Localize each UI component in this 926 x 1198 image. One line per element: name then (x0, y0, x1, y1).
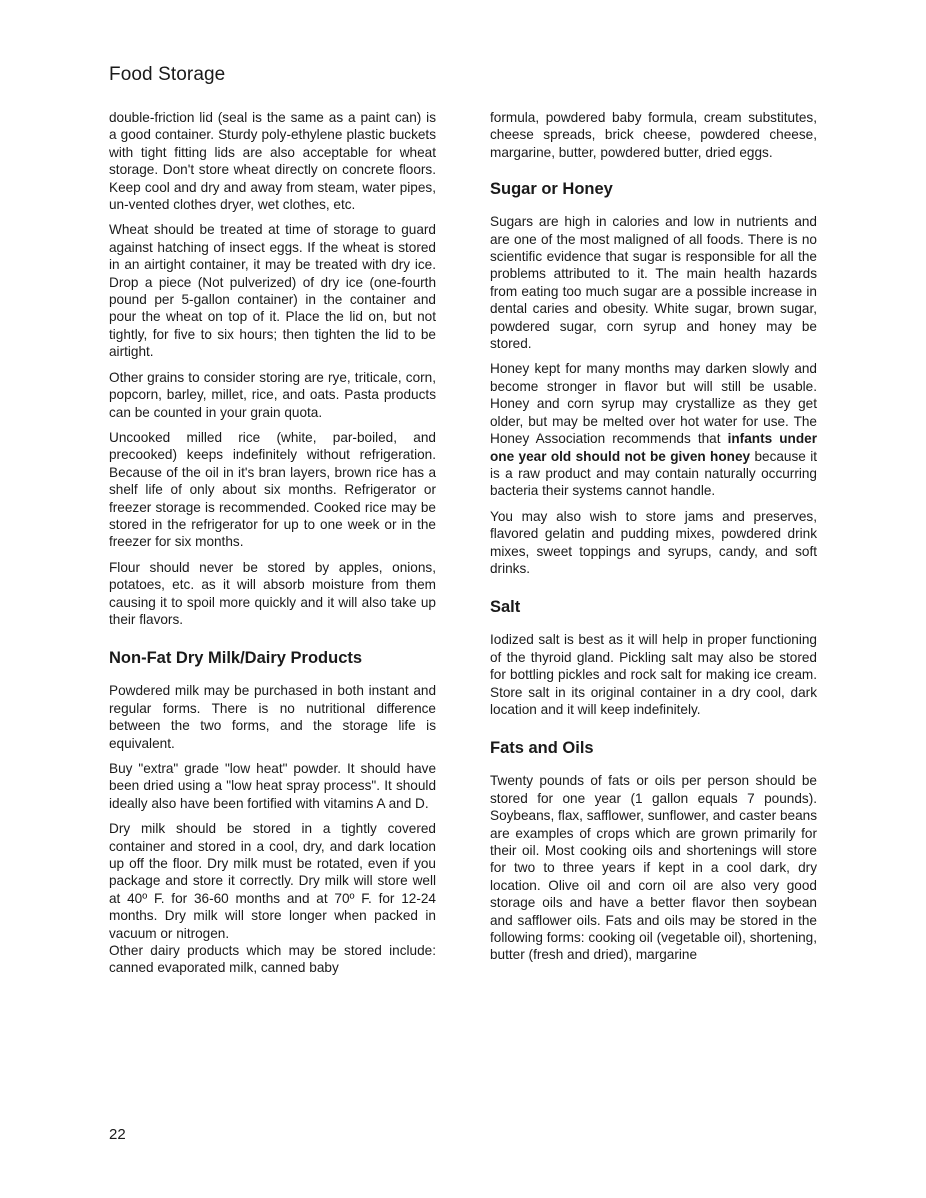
page-title: Food Storage (109, 64, 226, 85)
heading-fats: Fats and Oils (490, 739, 594, 758)
left-column (109, 109, 436, 985)
paragraph-honey (490, 360, 817, 499)
paragraph-other-grains: Other grains to consider storing are rye, triticale, corn, popcorn, barley, millet, rice, and oats. Pasta products can be counted in your grain quota. (109, 369, 436, 420)
page-number: 22 (109, 1126, 126, 1143)
paragraph-dry-milk-storage: Dry milk should be stored in a tightly covered container and stored in a cool, dry, and dark location up off the floor. Dry milk must be rotated, even if you package and store it correctly. Dry milk will store well at 40º F. for 36-60 months and at 70º F. for 12-24 months. Dry milk will store longer when packed in vacuum or nitrogen. (109, 821, 436, 941)
paragraph-other-dairy: Other dairy products which may be stored include: canned evaporated milk, canned baby (109, 943, 436, 976)
heading-sugar: Sugar or Honey (490, 180, 613, 199)
heading-salt: Salt (490, 598, 521, 617)
paragraph-wheat-treatment: Wheat should be treated at time of storage to guard against hatching of insect eggs. If the wheat is stored in an airtight container, it may be treated with dry ice. Drop a piece (Not pulverized) of dry ice (one-fourth pound per 5-gallon container) in the container and pour the wheat on top of it. Place the lid on, but not tightly, for five to six hours; then tighten the lid to be airtight. (109, 222, 436, 360)
heading-dairy: Non-Fat Dry Milk/Dairy Products (109, 649, 363, 668)
paragraph-low-heat-powder: Buy "extra" grade "low heat" powder. It should have been dried using a "low heat spray process". It should ideally also have been fortified with vitamins A and D. (109, 761, 436, 811)
paragraph-fats: Twenty pounds of fats or oils per person should be stored for one year (1 gallon equals 7 pounds). Soybeans, flax, safflower, sunflower, and caster beans are examples of crops which are grown primarily for their oil. Most cooking oils and shortenings will store for two to three years if kept in a cool dark, dry location. Olive oil and corn oil are also very good storage oils and have a better flavor then soybean and safflower oils. Fats and oils may be stored in the following forms: cooking oil (vegetable oil), shortening, butter (fresh and dried), margarine (490, 773, 817, 963)
paragraph-dairy-continued: formula, powdered baby formula, cream substitutes, cheese spreads, brick cheese, powdered cheese, margarine, butter, powdered butter, dried eggs. (490, 110, 817, 160)
paragraph-jams: You may also wish to store jams and preserves, flavored gelatin and pudding mixes, powdered drink mixes, sweet toppings and syrups, candy, and soft drinks. (490, 508, 817, 576)
right-column (490, 109, 817, 972)
paragraph-flour: Flour should never be stored by apples, onions, potatoes, etc. as it will absorb moisture from them causing it to spoil more quickly and it will also take up their flavors. (109, 559, 436, 627)
paragraph-sugars: Sugars are high in calories and low in nutrients and are one of the most maligned of all foods. There is no scientific evidence that sugar is responsible for all the problems attributed to it. The main health hazards from eating too much sugar are a possible increase in dental caries and obesity. White sugar, brown sugar, powdered sugar, corn syrup and honey may be stored. (490, 214, 817, 352)
paragraph-wheat-containers: double-friction lid (seal is the same as a paint can) is a good container. Sturdy poly-ethylene plastic buckets with tight fitting lids are also acceptable for wheat storage. Don't store wheat directly on concrete floors. Keep cool and dry and away from steam, water pipes, un-vented clothes dryer, wet clothes, etc. (109, 110, 436, 213)
honey-infant-warning: infants under one year old should not be given honey (490, 431, 817, 464)
paragraph-powdered-milk: Powdered milk may be purchased in both instant and regular forms. There is no nutritional difference between the two forms, and the storage life is equivalent. (109, 683, 436, 751)
paragraph-rice: Uncooked milled rice (white, par-boiled, and precooked) keeps indefinitely without refrigeration. Because of the oil in it's bran layers, brown rice has a shelf life of only about six months. Refrigerator or freezer storage is recommended. Cooked rice may be stored in the refrigerator for up to one week or in the freezer for six months. (109, 429, 436, 550)
honey-text-after: because it is a raw product and may contain naturally occurring bacteria their systems cannot handle. (490, 448, 817, 499)
paragraph-salt: Iodized salt is best as it will help in proper functioning of the thyroid gland. Pickling salt may also be stored for bottling pickles and rock salt for making ice cream. Store salt in its original container in a dry cool, dark location and it will keep indefinitely. (490, 632, 817, 717)
honey-text-before: Honey kept for many months may darken slowly and become stronger in flavor but will still be usable. Honey and corn syrup may crystallize as they get older, but may be melted over hot water for use. The Honey Association recommends that (490, 361, 817, 447)
